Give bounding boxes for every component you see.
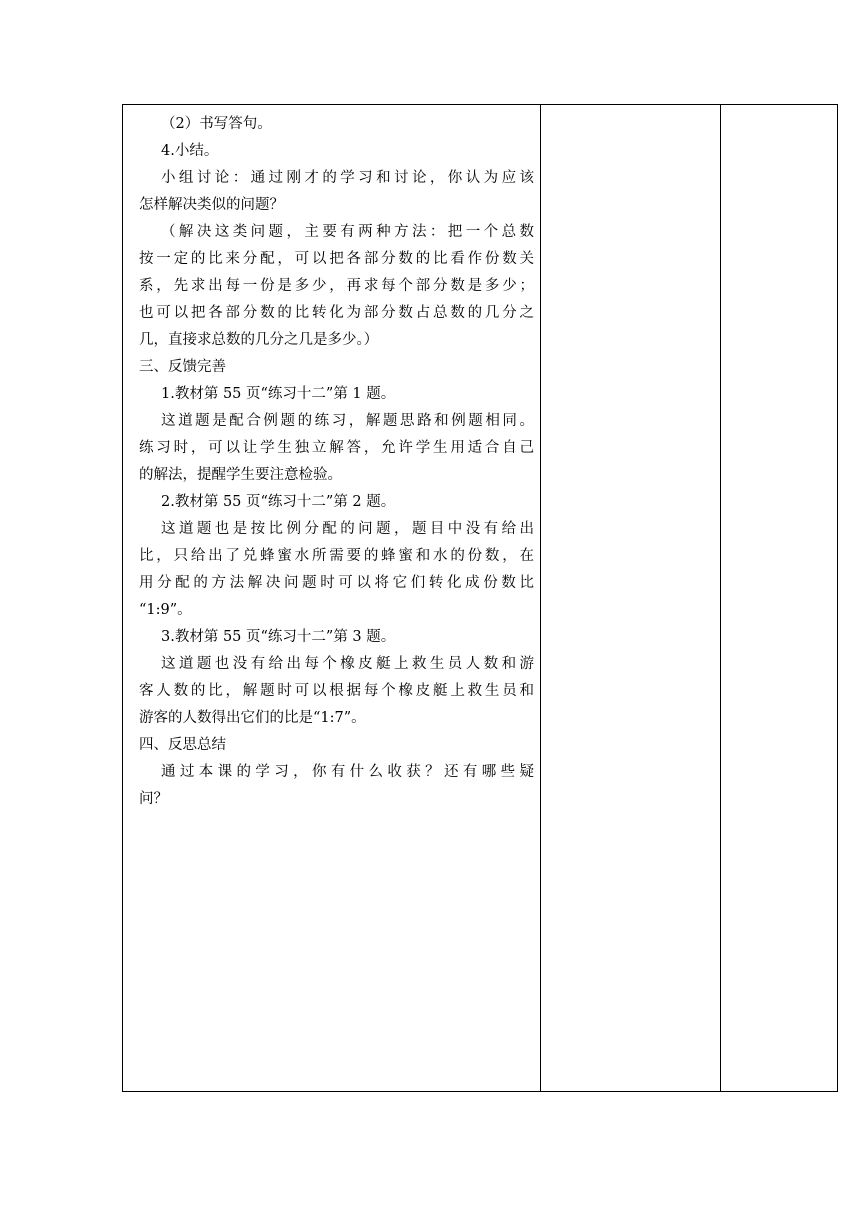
text-line: 1.教材第 55 页“练习十二”第 1 题。 <box>161 386 396 402</box>
text-line: （2）书写答句。 <box>161 116 272 132</box>
text-line: 小组讨论：通过刚才的学习和讨论，你认为应该 <box>161 170 534 186</box>
text-line: 怎样解决类似的问题？ <box>139 197 284 213</box>
section-heading: 四、反思总结 <box>139 737 226 753</box>
text-line: 这道题也是按比例分配的问题，题目中没有给出 <box>161 521 534 537</box>
text-line: 游客的人数得出它们的比是“1:7”。 <box>139 710 366 726</box>
text-line: 问？ <box>139 791 168 807</box>
text-line: 几，直接求总数的几分之几是多少。） <box>139 332 379 348</box>
text-line: 这道题是配合例题的练习，解题思路和例题相同。 <box>161 413 534 429</box>
empty-cell-middle <box>541 105 720 1091</box>
text-line: 比，只给出了兑蜂蜜水所需要的蜂蜜和水的份数，在 <box>139 548 534 564</box>
text-line: “1:9”。 <box>139 602 192 618</box>
text-line: 的解法，提醒学生要注意检验。 <box>139 467 342 483</box>
text-line: 2.教材第 55 页“练习十二”第 2 题。 <box>161 494 396 510</box>
section-heading: 三、反馈完善 <box>139 359 226 375</box>
text-line: （解决这类问题，主要有两种方法：把一个总数 <box>161 224 534 240</box>
lesson-content <box>139 111 534 813</box>
text-line: 系，先求出每一份是多少，再求每个部分数是多少； <box>139 278 534 294</box>
text-line: 3.教材第 55 页“练习十二”第 3 题。 <box>161 629 396 645</box>
text-line: 按一定的比来分配，可以把各部分数的比看作份数关 <box>139 251 534 267</box>
empty-cell-right <box>721 105 837 1091</box>
text-line: 4.小结。 <box>161 143 219 159</box>
text-line: 客人数的比，解题时可以根据每个橡皮艇上救生员和 <box>139 683 534 699</box>
text-line: 练习时，可以让学生独立解答，允许学生用适合自己 <box>139 440 534 456</box>
text-line: 这道题也没有给出每个橡皮艇上救生员人数和游 <box>161 656 534 672</box>
text-line: 也可以把各部分数的比转化为部分数占总数的几分之 <box>139 305 534 321</box>
text-line: 用分配的方法解决问题时可以将它们转化成份数比 <box>139 575 534 591</box>
lesson-plan-table <box>122 104 838 1092</box>
text-line: 通过本课的学习，你有什么收获？还有哪些疑 <box>161 764 534 780</box>
